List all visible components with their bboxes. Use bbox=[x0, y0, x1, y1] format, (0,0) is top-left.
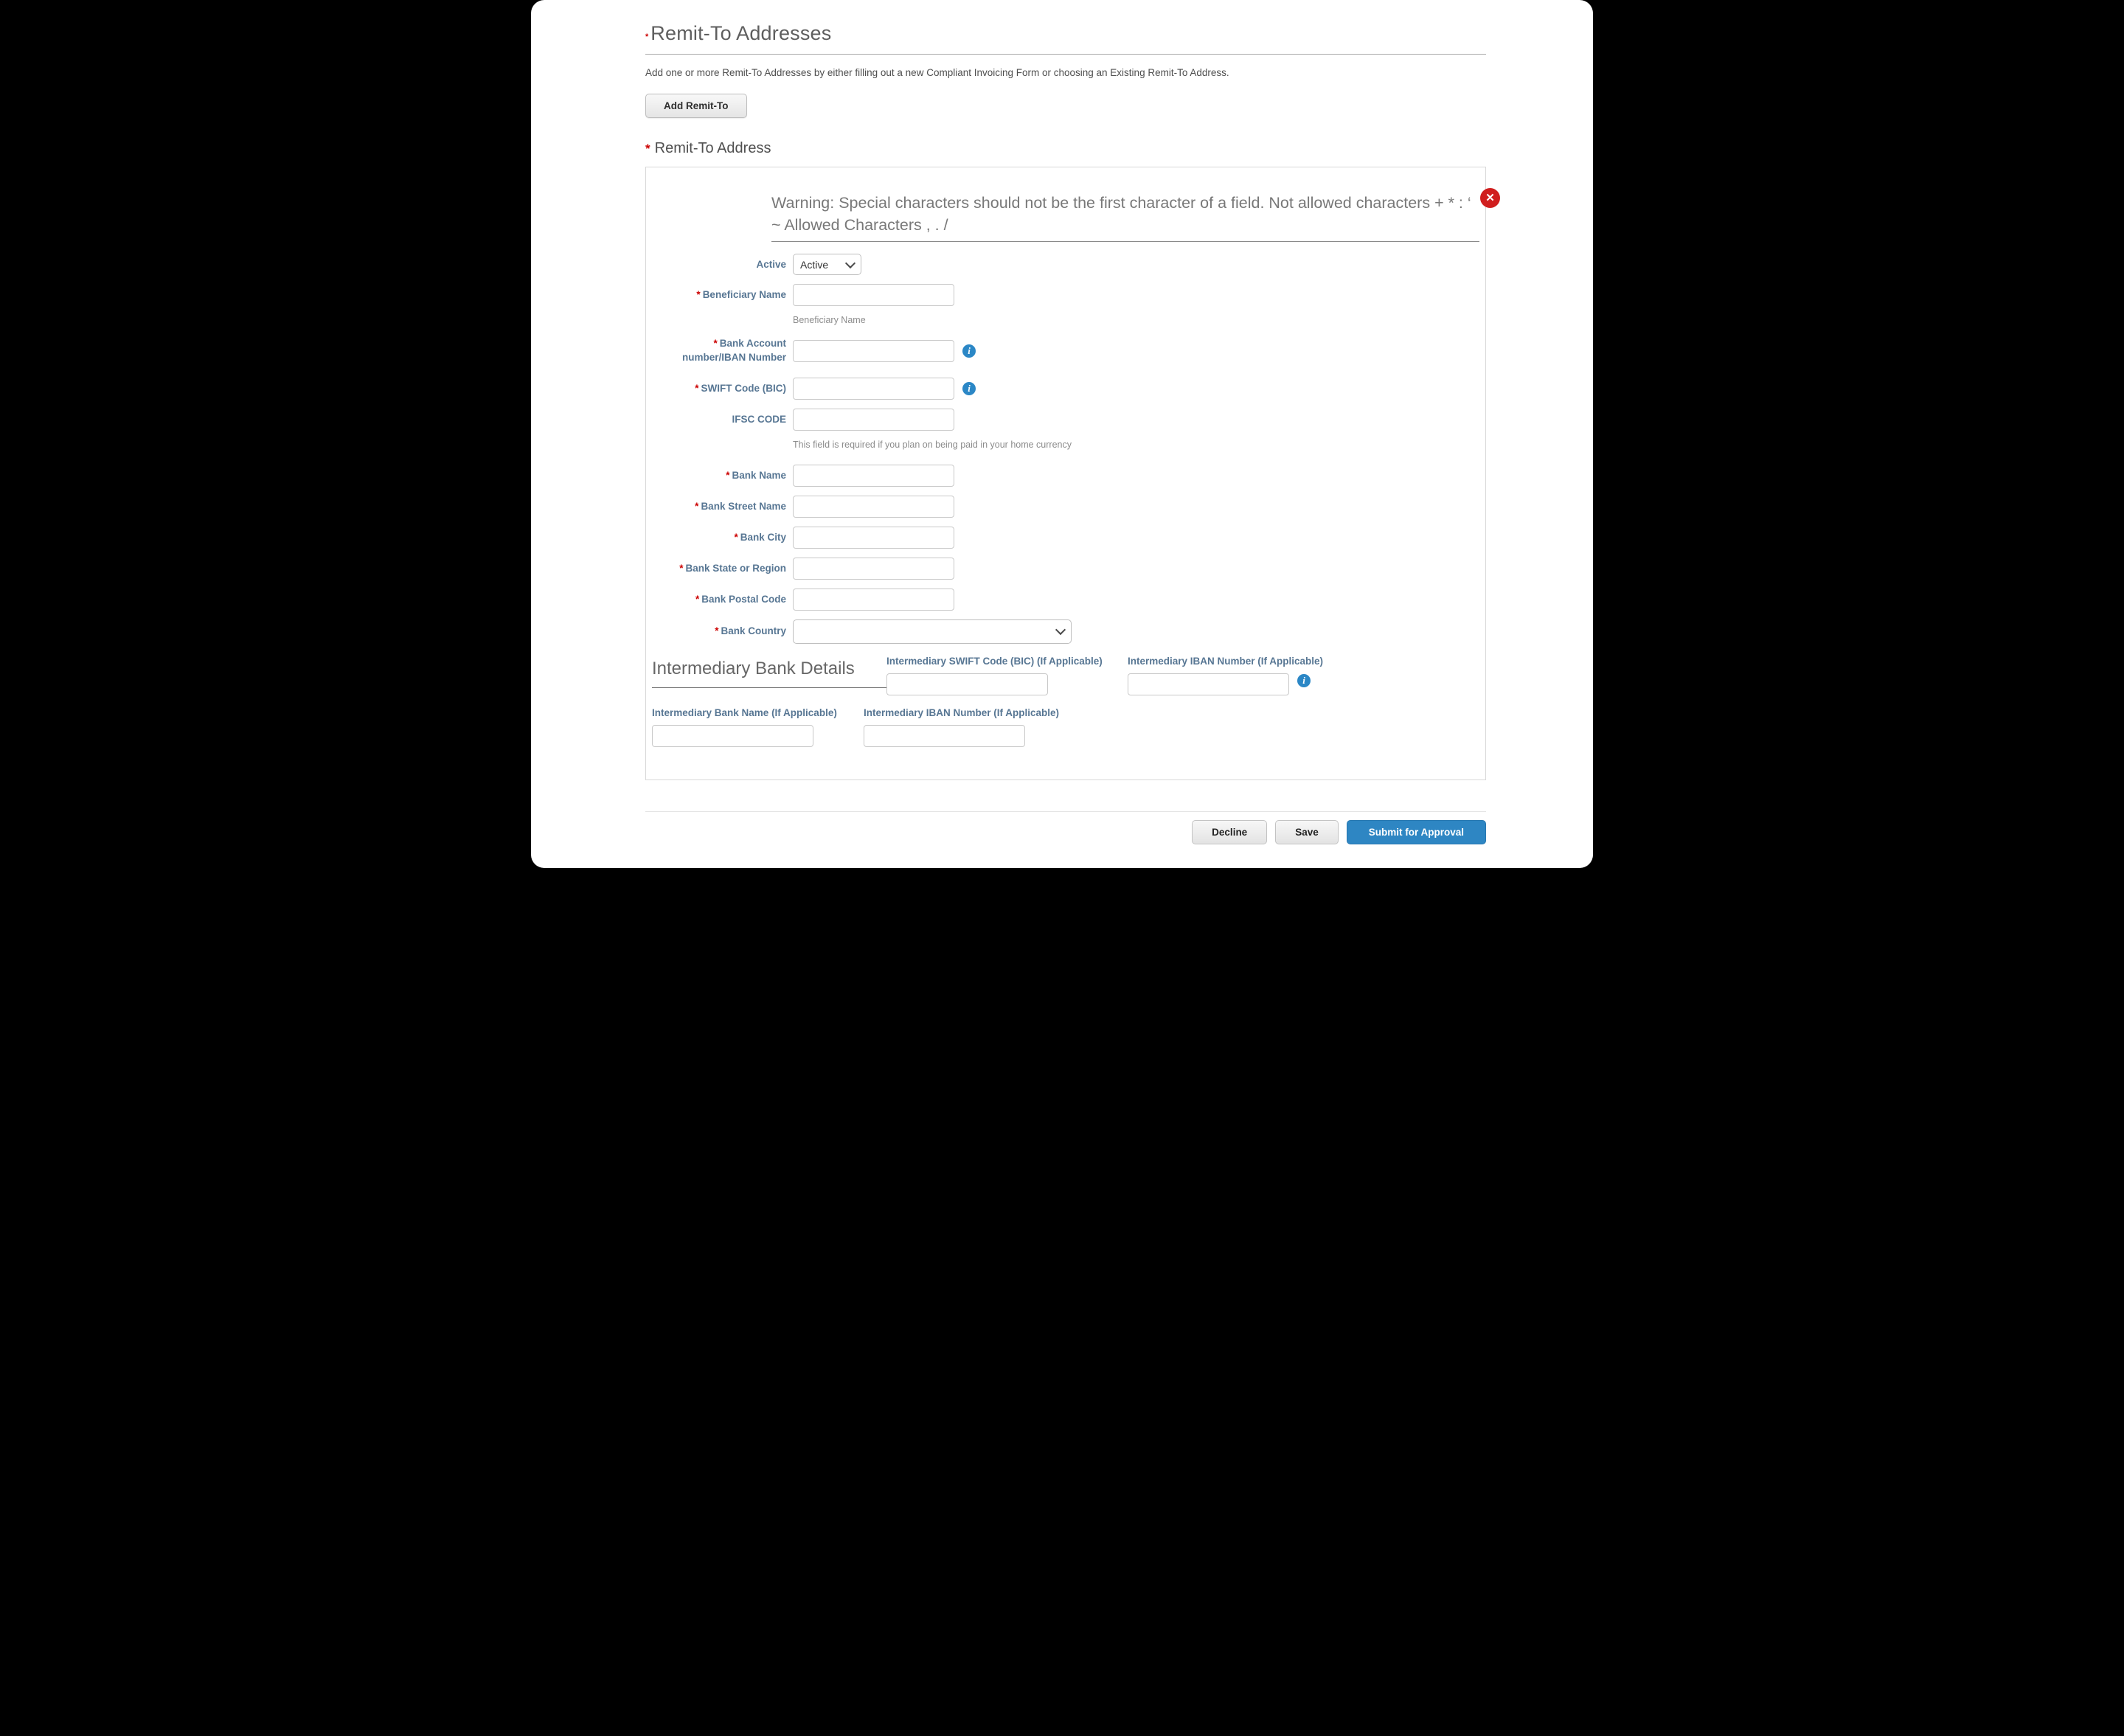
page-description: Add one or more Remit-To Addresses by either filling out a new Compliant Invoicing Form or choosing an Existing Remit-To Address. bbox=[645, 67, 1229, 78]
ifsc-code-input[interactable] bbox=[793, 409, 954, 431]
swift-code-row bbox=[652, 378, 1476, 400]
intermediary-iban2-field bbox=[864, 707, 1059, 747]
chevron-down-icon bbox=[845, 258, 856, 268]
bank-city-input[interactable] bbox=[793, 527, 954, 549]
bank-country-select[interactable] bbox=[793, 619, 1072, 644]
intermediary-iban-input[interactable] bbox=[1128, 673, 1289, 695]
close-icon[interactable]: ✕ bbox=[1480, 188, 1500, 208]
intermediary-swift-input[interactable] bbox=[886, 673, 1048, 695]
bank-country-row bbox=[652, 619, 1476, 644]
active-label: Active bbox=[756, 258, 786, 270]
warning-banner bbox=[771, 192, 1495, 242]
section-title: Remit-To Address bbox=[654, 140, 771, 156]
bank-state-input[interactable] bbox=[793, 558, 954, 580]
warning-text: Warning: Special characters should not be the first character of a field. Not allowed characters + * : ‘ ~ Allowed Characters , . / bbox=[771, 192, 1479, 242]
beneficiary-name-label: * Beneficiary Name bbox=[696, 289, 786, 301]
beneficiary-name-input[interactable] bbox=[793, 284, 954, 306]
bank-postal-row bbox=[652, 588, 1476, 611]
active-select-value: Active bbox=[800, 258, 829, 271]
info-icon[interactable]: i bbox=[1297, 674, 1311, 687]
beneficiary-name-row bbox=[652, 284, 1476, 306]
bank-state-label: * Bank State or Region bbox=[679, 562, 786, 574]
beneficiary-name-helper: Beneficiary Name bbox=[793, 315, 866, 326]
intermediary-swift-label: Intermediary SWIFT Code (BIC) (If Applicable) bbox=[886, 655, 1103, 667]
bank-street-row bbox=[652, 496, 1476, 518]
active-row bbox=[652, 254, 1476, 275]
remit-to-form bbox=[652, 254, 1476, 746]
footer-divider bbox=[645, 811, 1486, 812]
remit-to-address-panel bbox=[645, 167, 1495, 780]
info-icon[interactable]: i bbox=[962, 382, 976, 395]
intermediary-iban-label: Intermediary IBAN Number (If Applicable) bbox=[1128, 655, 1324, 667]
bank-name-label: * Bank Name bbox=[726, 469, 786, 481]
section-header bbox=[645, 140, 1486, 157]
bank-country-label: * Bank Country bbox=[715, 625, 786, 637]
bank-city-row bbox=[652, 527, 1476, 549]
ifsc-code-label: IFSC CODE bbox=[732, 413, 786, 425]
intermediary-iban-field bbox=[1128, 656, 1323, 695]
bank-account-input[interactable] bbox=[793, 340, 954, 362]
bank-postal-label: * Bank Postal Code bbox=[695, 593, 786, 605]
footer-actions bbox=[645, 820, 1486, 844]
chevron-down-icon bbox=[1055, 625, 1066, 635]
decline-button[interactable]: Decline bbox=[1192, 820, 1267, 844]
bank-state-row bbox=[652, 558, 1476, 580]
swift-code-input[interactable] bbox=[793, 378, 954, 400]
page-header bbox=[645, 22, 1486, 45]
bank-city-label: * Bank City bbox=[734, 531, 786, 543]
info-icon[interactable]: i bbox=[962, 344, 976, 358]
intermediary-swift-field bbox=[886, 656, 1128, 695]
intermediary-bank-name-input[interactable] bbox=[652, 725, 813, 747]
bank-account-label: * Bank Account number/IBAN Number bbox=[681, 338, 786, 363]
intermediary-heading: Intermediary Bank Details bbox=[652, 659, 886, 688]
intermediary-bank-name-field bbox=[652, 707, 864, 747]
bank-street-label: * Bank Street Name bbox=[695, 500, 786, 512]
bank-street-input[interactable] bbox=[793, 496, 954, 518]
intermediary-iban2-input[interactable] bbox=[864, 725, 1025, 747]
bank-name-row bbox=[652, 465, 1476, 487]
active-select[interactable] bbox=[793, 254, 861, 275]
required-asterisk: * bbox=[645, 32, 649, 41]
intermediary-section bbox=[652, 656, 1476, 747]
save-button[interactable]: Save bbox=[1275, 820, 1339, 844]
add-remit-to-button[interactable]: Add Remit-To bbox=[645, 94, 747, 118]
bank-account-row bbox=[652, 337, 1476, 364]
page-title: Remit-To Addresses bbox=[650, 22, 832, 44]
ifsc-code-row bbox=[652, 409, 1476, 431]
title-divider bbox=[645, 54, 1486, 55]
bank-postal-input[interactable] bbox=[793, 588, 954, 611]
submit-for-approval-button[interactable]: Submit for Approval bbox=[1347, 820, 1486, 844]
intermediary-iban2-label: Intermediary IBAN Number (If Applicable) bbox=[864, 706, 1060, 718]
page-card bbox=[531, 0, 1593, 868]
ifsc-code-helper: This field is required if you plan on being paid in your home currency bbox=[793, 439, 1072, 450]
swift-code-label: * SWIFT Code (BIC) bbox=[695, 382, 786, 394]
intermediary-bank-name-label: Intermediary Bank Name (If Applicable) bbox=[652, 706, 837, 718]
bank-name-input[interactable] bbox=[793, 465, 954, 487]
required-asterisk: * bbox=[645, 141, 650, 156]
